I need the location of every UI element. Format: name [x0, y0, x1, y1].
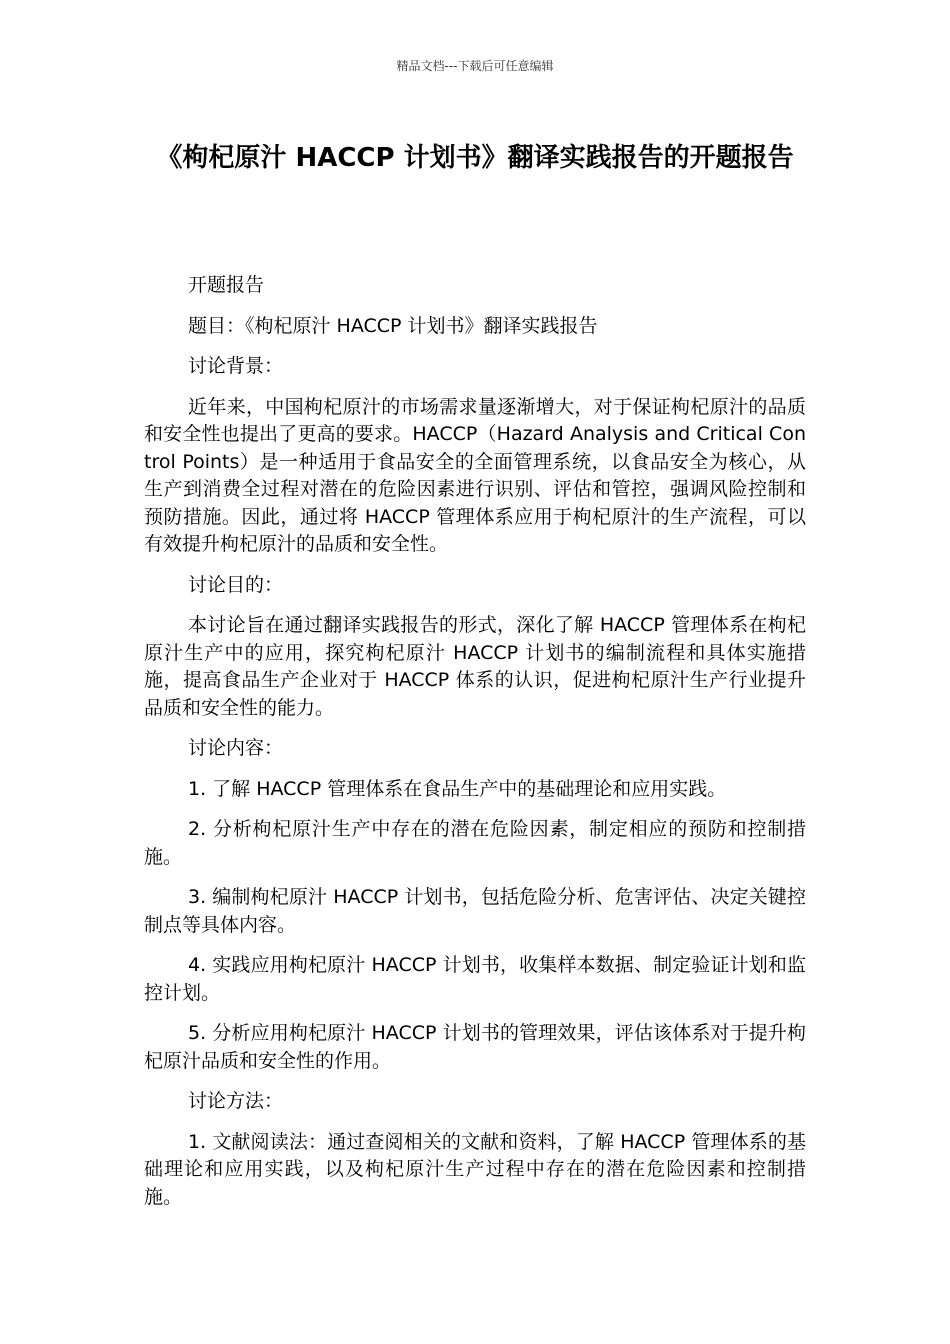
- section-heading-purpose: 讨论目的：: [188, 573, 284, 596]
- paragraph-purpose: 本讨论旨在通过翻译实践报告的形式，深化了解 HACCP 管理体系在枸杞原汁生产中的应用，探究枸杞原汁 HACCP 计划书的编制流程和具体实施措施，提高食品生产企业对于 HACCP 体系的认识，促进枸杞原汁生产行业提升品质和安全性的能力。: [144, 614, 806, 719]
- section-heading-background: 讨论背景：: [188, 355, 284, 377]
- section-heading-method: 讨论方法：: [188, 1090, 284, 1112]
- list-item-content-2: 2. 分析枸杞原汁生产中存在的潜在危险因素，制定相应的预防和控制措施。: [144, 818, 806, 868]
- list-item-method-1: 1. 文献阅读法：通过查阅相关的文献和资料，了解 HACCP 管理体系的基础理论和应用实践，以及枸杞原汁生产过程中存在的潜在危险因素和控制措施。: [144, 1130, 806, 1208]
- list-item-content-3: 3. 编制枸杞原汁 HACCP 计划书，包括危险分析、危害评估、决定关键控制点等具体内容。: [144, 886, 806, 936]
- paragraph-topic: 题目：《枸杞原汁 HACCP 计划书》翻译实践报告: [188, 314, 598, 337]
- paragraph-opening-report: 开题报告: [188, 274, 265, 296]
- document-body: [144, 272, 806, 1211]
- document-title: 《枸杞原汁 HACCP 计划书》翻译实践报告的开题报告: [156, 143, 794, 173]
- section-heading-content: 讨论内容：: [188, 737, 284, 759]
- header-note: 精品文档---下载后可任意编辑: [396, 59, 554, 73]
- paragraph-background: 近年来，中国枸杞原汁的市场需求量逐渐增大，对于保证枸杞原汁的品质和安全性也提出了更高的要求。HACCP（Hazard Analysis and Critical Control Points）是一种适用于食品安全的全面管理系统，以食品安全为核心，从生产到消费全过程对潜在的危险因素进行识别、评估和管控，强调风险控制和预防措施。因此，通过将 HACCP 管理体系应用于枸杞原汁的生产流程，可以有效提升枸杞原汁的品质和安全性。: [144, 395, 806, 555]
- list-item-content-1: 1. 了解 HACCP 管理体系在食品生产中的基础理论和应用实践。: [188, 777, 727, 800]
- list-item-content-5: 5. 分析应用枸杞原汁 HACCP 计划书的管理效果，评估该体系对于提升枸杞原汁品质和安全性的作用。: [144, 1022, 806, 1072]
- list-item-content-4: 4. 实践应用枸杞原汁 HACCP 计划书，收集样本数据、制定验证计划和监控计划。: [144, 954, 806, 1004]
